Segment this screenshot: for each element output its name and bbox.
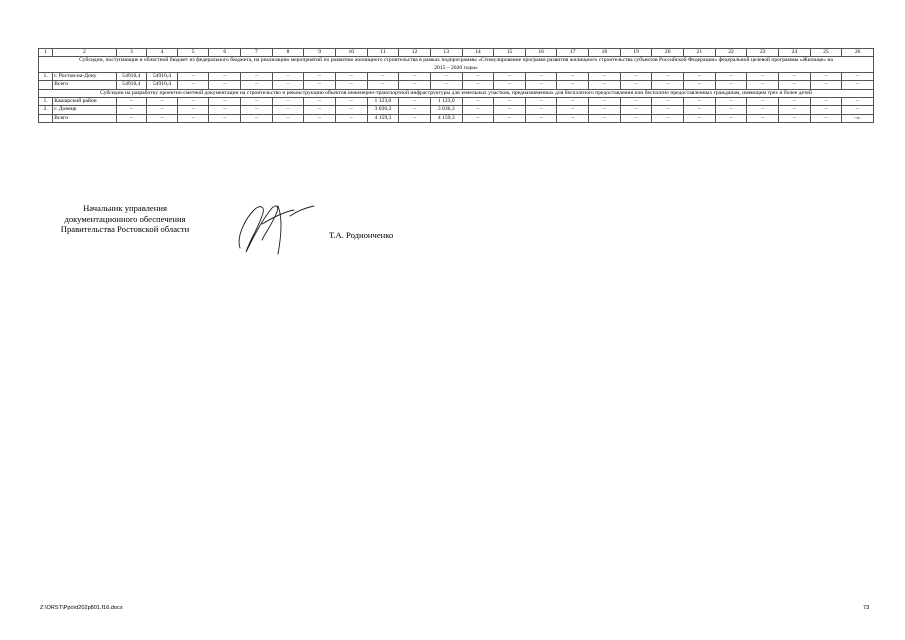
- value-cell: –: [209, 72, 241, 80]
- column-number-cell: 5: [177, 49, 209, 57]
- value-cell: –: [810, 114, 842, 122]
- column-number-cell: 13: [430, 49, 462, 57]
- column-number-cell: 23: [747, 49, 779, 57]
- column-number-cell: 19: [620, 49, 652, 57]
- value-cell: –: [209, 97, 241, 105]
- value-cell: –: [652, 81, 684, 89]
- value-cell: –: [557, 106, 589, 114]
- value-cell: –: [241, 114, 273, 122]
- column-number-cell: 15: [494, 49, 526, 57]
- value-cell: 3 036,3: [430, 106, 462, 114]
- value-cell: –: [494, 114, 526, 122]
- signatory-name: Т.А. Родионченко: [329, 230, 394, 240]
- column-number-row: [39, 49, 874, 57]
- value-cell: –: [304, 114, 336, 122]
- value-cell: –: [241, 72, 273, 80]
- value-cell: –: [684, 106, 716, 114]
- value-cell: –: [304, 97, 336, 105]
- value-cell: 54910,4: [116, 72, 147, 80]
- value-cell: –: [652, 97, 684, 105]
- value-cell: –: [494, 81, 526, 89]
- value-cell: –: [304, 106, 336, 114]
- value-cell: –: [209, 106, 241, 114]
- value-cell: –: [778, 114, 810, 122]
- value-cell: –: [462, 106, 494, 114]
- value-cell: 1 123,0: [367, 97, 399, 105]
- value-cell: –: [684, 114, 716, 122]
- column-number-cell: 8: [272, 49, 304, 57]
- value-cell: –: [778, 72, 810, 80]
- value-cell: 54910,4: [147, 72, 178, 80]
- value-cell: –: [715, 72, 747, 80]
- value-cell: –: [715, 114, 747, 122]
- position-line: документационного обеспечения: [64, 213, 186, 224]
- value-cell: –: [557, 72, 589, 80]
- value-cell: –: [620, 81, 652, 89]
- value-cell: –: [715, 81, 747, 89]
- value-cell: –: [116, 114, 147, 122]
- value-cell: –: [557, 97, 589, 105]
- column-number-cell: 4: [147, 49, 178, 57]
- value-cell: –: [335, 81, 367, 89]
- value-cell: –: [494, 72, 526, 80]
- value-cell: –: [589, 106, 621, 114]
- value-cell: –: [177, 72, 209, 80]
- value-cell: –: [462, 81, 494, 89]
- value-cell: –: [147, 106, 178, 114]
- value-cell: –: [747, 106, 779, 114]
- column-number-cell: 11: [367, 49, 399, 57]
- section-title: Субсидии на разработку проектно-сметной документации на строительство и реконструкцию объектов инженерно-транспортной инфраструктуры для земельных участков, предназначенных для бесплатного предоставления или бесплатно предоставленных гражданам, имеющим трех и более детей: [39, 89, 874, 97]
- value-cell: –: [715, 97, 747, 105]
- column-number-cell: 22: [715, 49, 747, 57]
- row-name-cell: Всего: [53, 81, 116, 89]
- value-cell: –: [272, 72, 304, 80]
- value-cell: 1 123,0: [430, 97, 462, 105]
- column-number-cell: 25: [810, 49, 842, 57]
- value-cell: –: [335, 72, 367, 80]
- value-cell: –: [177, 81, 209, 89]
- page-number: 73: [863, 605, 870, 611]
- value-cell: –: [272, 106, 304, 114]
- value-cell: 54910,4: [116, 81, 147, 89]
- value-cell: –: [747, 81, 779, 89]
- value-cell: –: [842, 106, 874, 114]
- value-cell: –: [399, 97, 431, 105]
- data-table: [38, 48, 874, 123]
- value-cell: –: [494, 97, 526, 105]
- value-cell: –: [620, 72, 652, 80]
- value-cell: –: [177, 97, 209, 105]
- position-line: Правительства Ростовской области: [60, 224, 190, 235]
- value-cell: 4 159,3: [430, 114, 462, 122]
- column-number-cell: 16: [525, 49, 557, 57]
- value-cell: –: [747, 97, 779, 105]
- column-number-cell: 18: [589, 49, 621, 57]
- value-cell: –: [241, 97, 273, 105]
- value-cell: –: [209, 114, 241, 122]
- value-cell: –: [652, 106, 684, 114]
- file-path: Z:\ORST\Ppo\d202p801.f16.docx: [40, 605, 123, 611]
- value-cell: –: [209, 81, 241, 89]
- value-cell: –: [367, 72, 399, 80]
- column-number-cell: 20: [652, 49, 684, 57]
- value-cell: –: [842, 81, 874, 89]
- value-cell: –: [810, 72, 842, 80]
- value-cell: –: [684, 72, 716, 80]
- value-cell: –: [399, 114, 431, 122]
- value-cell: –: [747, 114, 779, 122]
- value-cell: –: [399, 106, 431, 114]
- handwritten-signature: [232, 196, 322, 260]
- value-cell: –».: [842, 114, 874, 122]
- value-cell: –: [335, 106, 367, 114]
- value-cell: –: [715, 106, 747, 114]
- value-cell: –: [367, 81, 399, 89]
- table-row: [39, 97, 874, 105]
- row-number-cell: [39, 81, 53, 89]
- value-cell: –: [842, 97, 874, 105]
- value-cell: –: [304, 81, 336, 89]
- value-cell: –: [525, 72, 557, 80]
- value-cell: –: [747, 72, 779, 80]
- table-row: [39, 81, 874, 89]
- column-number-cell: 2: [53, 49, 116, 57]
- value-cell: 4 159,3: [367, 114, 399, 122]
- value-cell: –: [525, 114, 557, 122]
- value-cell: –: [557, 81, 589, 89]
- value-cell: –: [684, 97, 716, 105]
- row-name-cell: г. Ростов-на-Дону: [53, 72, 116, 80]
- value-cell: –: [589, 114, 621, 122]
- value-cell: –: [620, 106, 652, 114]
- value-cell: –: [494, 106, 526, 114]
- value-cell: –: [778, 97, 810, 105]
- signature-position: [40, 203, 210, 235]
- section-2-title-row: [39, 89, 874, 97]
- value-cell: –: [147, 97, 178, 105]
- value-cell: –: [652, 114, 684, 122]
- column-number-cell: 7: [241, 49, 273, 57]
- value-cell: –: [399, 72, 431, 80]
- row-name-cell: г. Донецк: [53, 106, 116, 114]
- table-row: [39, 106, 874, 114]
- row-number-cell: 2.: [39, 106, 53, 114]
- value-cell: –: [778, 106, 810, 114]
- row-number-cell: 1.: [39, 97, 53, 105]
- value-cell: –: [810, 81, 842, 89]
- column-number-cell: 3: [116, 49, 147, 57]
- column-number-cell: 9: [304, 49, 336, 57]
- value-cell: –: [810, 97, 842, 105]
- value-cell: –: [778, 81, 810, 89]
- value-cell: –: [525, 81, 557, 89]
- value-cell: –: [810, 106, 842, 114]
- value-cell: –: [272, 81, 304, 89]
- value-cell: –: [399, 81, 431, 89]
- column-number-cell: 1: [39, 49, 53, 57]
- value-cell: –: [304, 72, 336, 80]
- value-cell: –: [430, 81, 462, 89]
- value-cell: –: [241, 81, 273, 89]
- value-cell: –: [177, 106, 209, 114]
- value-cell: –: [842, 72, 874, 80]
- value-cell: –: [525, 97, 557, 105]
- column-number-cell: 10: [335, 49, 367, 57]
- value-cell: 3 036,3: [367, 106, 399, 114]
- value-cell: –: [620, 114, 652, 122]
- column-number-cell: 17: [557, 49, 589, 57]
- value-cell: –: [620, 97, 652, 105]
- row-name-cell: Всего: [53, 114, 116, 122]
- value-cell: –: [335, 114, 367, 122]
- value-cell: –: [116, 97, 147, 105]
- section-title: Субсидии, поступающие в областной бюджет из федерального бюджета, на реализацию мероприятий по развитию жилищного строительства в рамках подпрограммы «Стимулирование программ развития жилищного строительства субъектов Российской Федерации» федеральной целевой программы «Жилище» на 2015 – 2020 годы»: [39, 57, 874, 72]
- value-cell: –: [462, 97, 494, 105]
- column-number-cell: 14: [462, 49, 494, 57]
- value-cell: –: [557, 114, 589, 122]
- value-cell: –: [462, 114, 494, 122]
- value-cell: –: [589, 97, 621, 105]
- value-cell: –: [462, 72, 494, 80]
- section-1-title-row: [39, 57, 874, 72]
- value-cell: –: [241, 106, 273, 114]
- value-cell: –: [652, 72, 684, 80]
- table-row: [39, 72, 874, 80]
- value-cell: –: [147, 114, 178, 122]
- row-number-cell: [39, 114, 53, 122]
- column-number-cell: 26: [842, 49, 874, 57]
- row-number-cell: 1.: [39, 72, 53, 80]
- value-cell: –: [116, 106, 147, 114]
- table-row: [39, 114, 874, 122]
- value-cell: –: [335, 97, 367, 105]
- value-cell: 54910,4: [147, 81, 178, 89]
- column-number-cell: 12: [399, 49, 431, 57]
- value-cell: –: [525, 106, 557, 114]
- value-cell: –: [684, 81, 716, 89]
- position-line: Начальник управления: [83, 203, 167, 213]
- column-number-cell: 6: [209, 49, 241, 57]
- value-cell: –: [272, 97, 304, 105]
- column-number-cell: 24: [778, 49, 810, 57]
- value-cell: –: [589, 72, 621, 80]
- value-cell: –: [272, 114, 304, 122]
- row-name-cell: Кашарский район: [53, 97, 116, 105]
- value-cell: –: [430, 72, 462, 80]
- value-cell: –: [177, 114, 209, 122]
- column-number-cell: 21: [684, 49, 716, 57]
- value-cell: –: [589, 81, 621, 89]
